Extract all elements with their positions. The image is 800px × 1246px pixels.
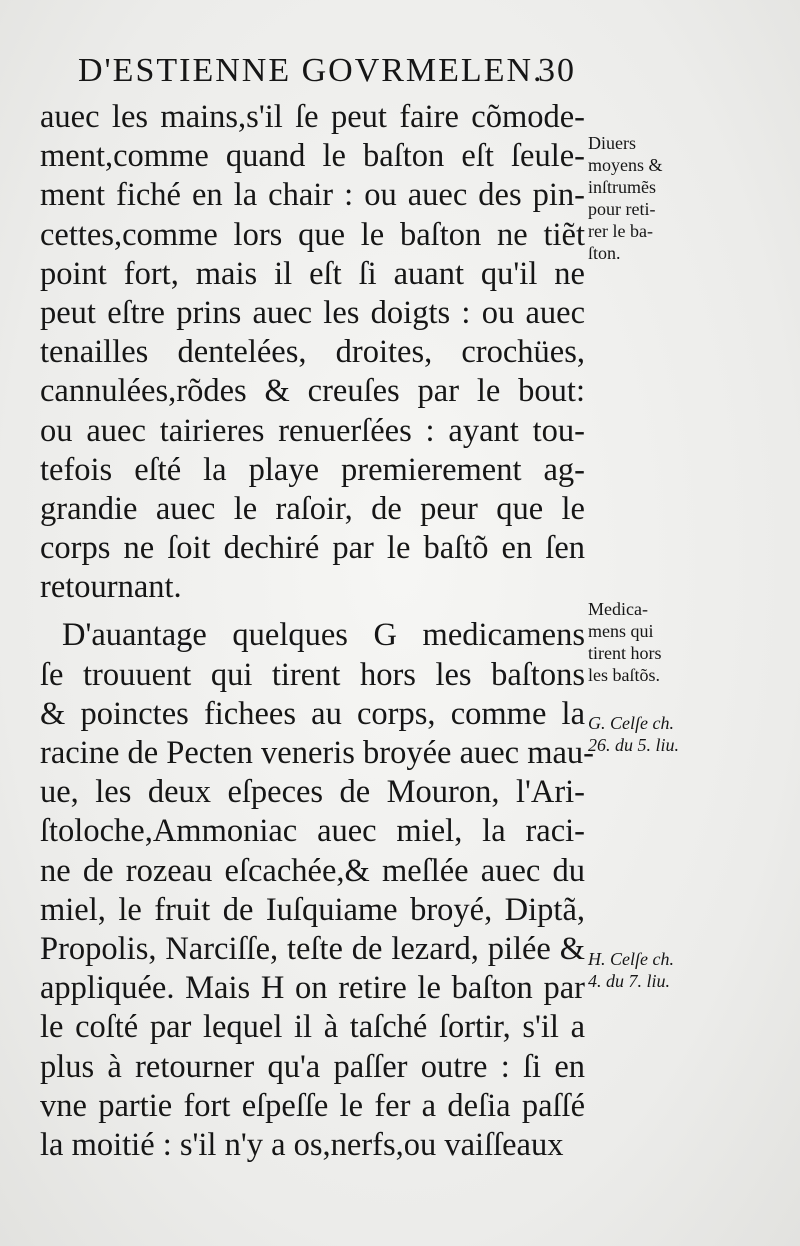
- margin-note-line: rer le ba-: [588, 221, 653, 241]
- page-number: 30: [538, 52, 576, 89]
- text-line: & poinctes fichees au corps, comme la: [40, 695, 585, 732]
- margin-note-line: 4. du 7. liu.: [588, 971, 671, 991]
- text-line: tenailles dentelées, droites, crochües,: [40, 334, 585, 371]
- margin-note-line: G. Celſe ch.: [588, 713, 674, 733]
- text-line: point fort, mais il eſt ſi auant qu'il ne: [40, 255, 585, 292]
- text-line: grandie auec le raſoir, de peur que le: [40, 490, 585, 527]
- text-line: plus à retourner qu'a paſſer outre : ſi en: [40, 1048, 585, 1085]
- margin-note-line: moyens &: [588, 155, 663, 175]
- margin-note-line: Medica-: [588, 599, 648, 619]
- text-line: ſtoloche,Ammoniac auec miel, la raci-: [40, 813, 585, 850]
- text-line: appliquée. Mais H on retire le baſton par: [40, 970, 585, 1007]
- text-line: corps ne ſoit dechiré par le baſtõ en ſen: [40, 530, 585, 567]
- text-line: auec les mains,s'il ſe peut faire cõmode-: [40, 99, 585, 135]
- paragraph-start-line: D'auantage quelques G medicamens: [62, 617, 585, 654]
- running-header: [78, 52, 578, 90]
- margin-note-line: pour reti-: [588, 199, 656, 219]
- text-line: miel, le fruit de Iuſquiame broyé, Diptã,: [40, 891, 585, 928]
- text-line: tefois eſté la playe premierement ag-: [40, 451, 585, 488]
- margin-note-line: 26. du 5. liu.: [588, 735, 680, 755]
- margin-note-instruments: [588, 132, 708, 264]
- text-line: ou auec tairieres renuerſées : ayant tou-: [40, 412, 585, 449]
- margin-note-citation-g: [588, 712, 708, 756]
- margin-note-line: mens qui: [588, 621, 654, 641]
- margin-note-line: inſtrumẽs: [588, 177, 656, 197]
- text-line: le coſté par lequel il à taſché ſortir, s'il a: [40, 1009, 585, 1046]
- margin-note-medicaments: [588, 598, 708, 686]
- text-line: ue, les deux eſpeces de Mouron, l'Ari-: [40, 774, 585, 811]
- text-line: cettes,comme lors que le baſton ne tiẽt: [40, 216, 585, 253]
- margin-note-line: les baſtõs.: [588, 665, 660, 685]
- margin-note-line: Diuers: [588, 133, 636, 153]
- text-line: Propolis, Narciſſe, teſte de lezard, pilée &: [40, 930, 585, 967]
- text-line: racine de Pecten veneris broyée auec mau-: [40, 735, 595, 771]
- margin-note-line: tirent hors: [588, 643, 662, 663]
- text-line: la moitié : s'il n'y a os,nerfs,ou vaiſſeaux: [40, 1126, 564, 1163]
- text-line: ment fiché en la chair : ou auec des pin-: [40, 177, 585, 214]
- text-line: peut eſtre prins auec les doigts : ou auec: [40, 294, 585, 331]
- margin-note-citation-h: [588, 948, 708, 992]
- main-text-block: [40, 98, 595, 1165]
- margin-note-line: ſton.: [588, 243, 621, 263]
- text-line: vne partie fort eſpeſſe le fer a deſia paſſé: [40, 1087, 585, 1124]
- margin-note-line: H. Celſe ch.: [588, 949, 674, 969]
- running-title: D'ESTIENNE GOVRMELEN.: [78, 52, 544, 89]
- text-line: retournant.: [40, 569, 182, 606]
- text-line: ſe trouuent qui tirent hors les baſtons: [40, 656, 585, 693]
- text-line: ment,comme quand le baſton eſt ſeule-: [40, 138, 585, 175]
- text-line: cannulées,rõdes & creuſes par le bout:: [40, 373, 585, 410]
- text-line: ne de rozeau eſcachée,& meſlée auec du: [40, 852, 585, 889]
